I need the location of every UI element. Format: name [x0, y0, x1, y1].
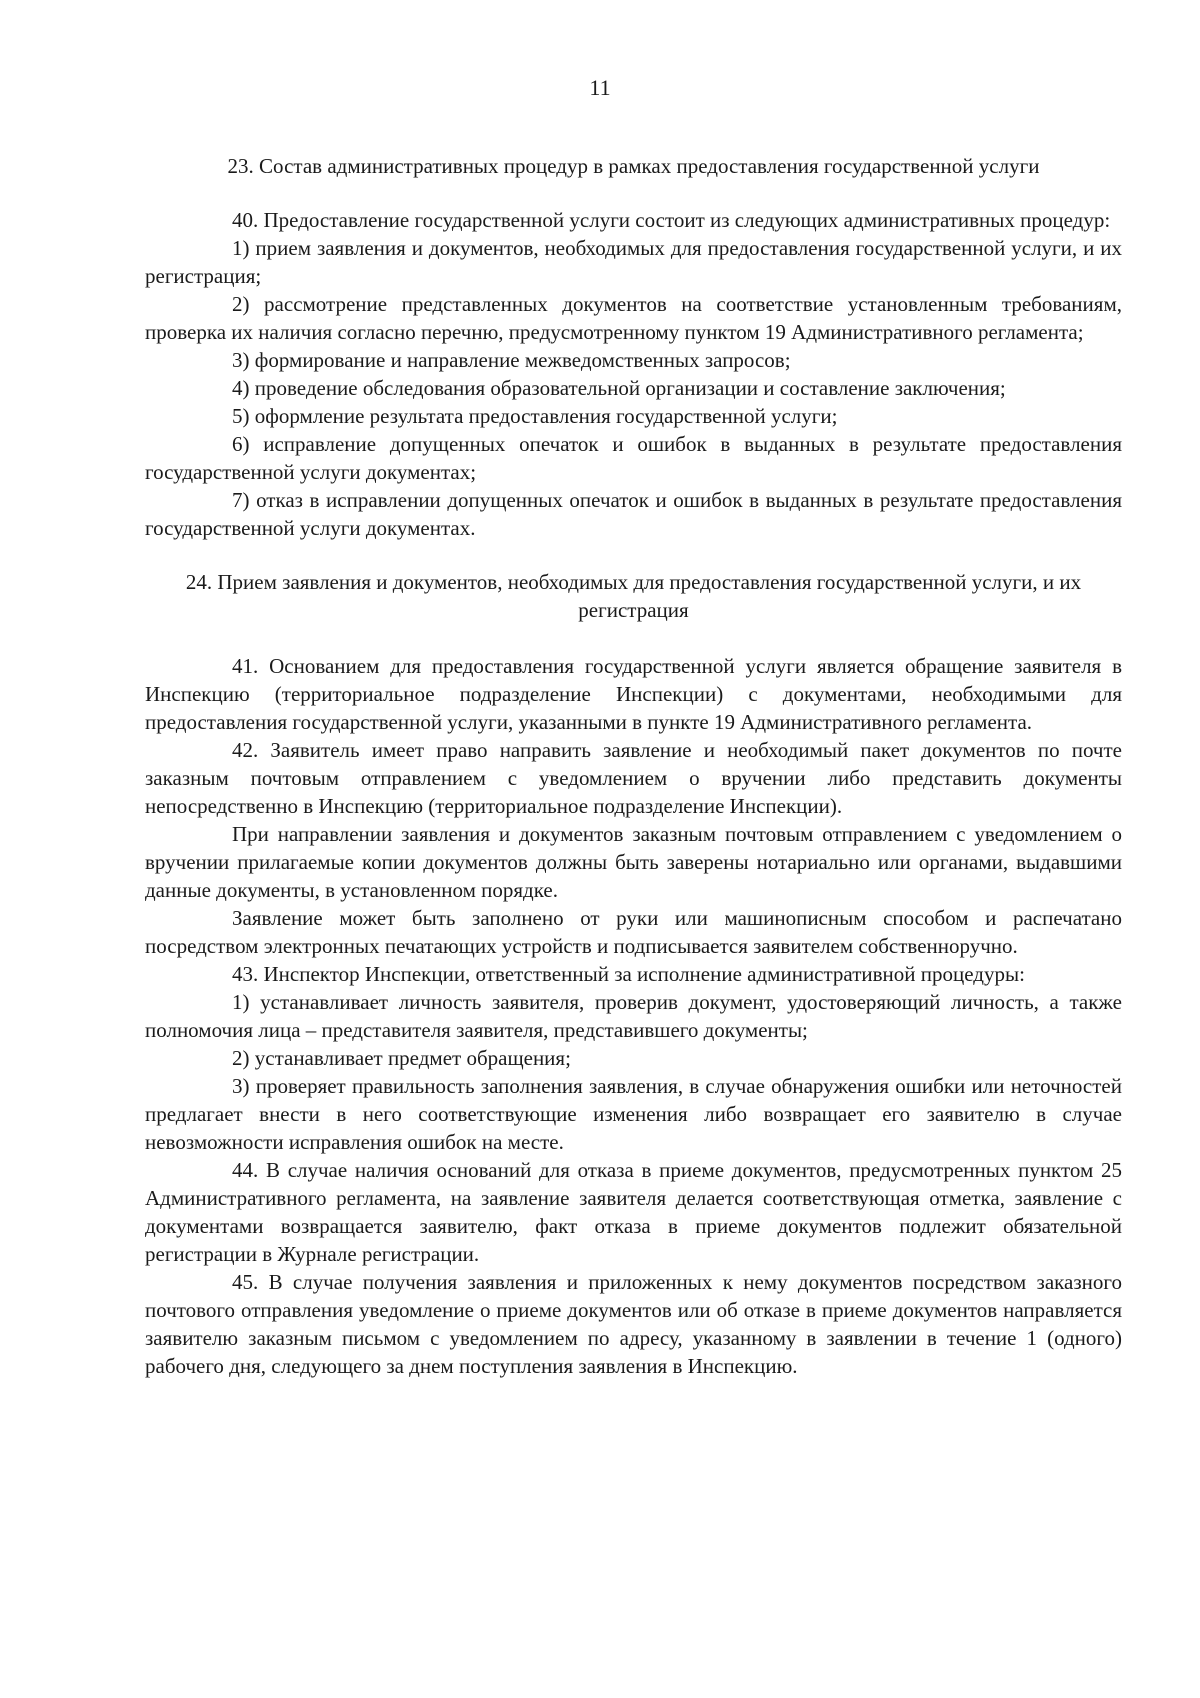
list-item: 3) формирование и направление межведомственных запросов;: [232, 348, 791, 372]
list-item: 2) рассмотрение представленных документов на соответствие установленным требованиям, проверка их наличия согласно перечню, предусмотренному пунктом 19 Административного регламента;: [145, 292, 1122, 344]
list-item: 1) прием заявления и документов, необходимых для предоставления государственной услуги, и их регистрация;: [145, 236, 1122, 288]
section-24-body: [145, 652, 1122, 1380]
list-item: 7) отказ в исправлении допущенных опечаток и ошибок в выданных в результате предоставления государственной услуги документах.: [145, 488, 1122, 540]
list-item: 2) устанавливает предмет обращения;: [232, 1046, 571, 1070]
paragraph: 40. Предоставление государственной услуги состоит из следующих административных процедур:: [232, 208, 1111, 232]
paragraph: 42. Заявитель имеет право направить заявление и необходимый пакет документов по почте заказным почтовым отправлением с уведомлением о вручении либо представить документы непосредственно в Инспекцию (территориальное подразделение Инспекции).: [145, 738, 1122, 818]
section-24-heading: 24. Прием заявления и документов, необходимых для предоставления государственной услуги, и их регистрация: [185, 570, 1082, 622]
paragraph: Заявление может быть заполнено от руки или машинописным способом и распечатано посредством электронных печатающих устройств и подписывается заявителем собственноручно.: [145, 906, 1122, 958]
paragraph: При направлении заявления и документов заказным почтовым отправлением с уведомлением о вручении прилагаемые копии документов должны быть заверены нотариально или органами, выдавшими данные документы, в установленном порядке.: [145, 822, 1122, 902]
list-item: 6) исправление допущенных опечаток и ошибок в выданных в результате предоставления государственной услуги документах;: [145, 432, 1122, 484]
paragraph: 41. Основанием для предоставления государственной услуги является обращение заявителя в Инспекцию (территориальное подразделение Инспекции) с документами, необходимыми для предоставления государственной услуги, указанными в пункте 19 Административного регламента.: [145, 654, 1122, 734]
paragraph: 44. В случае наличия оснований для отказа в приеме документов, предусмотренных пунктом 25 Административного регламента, на заявление заявителя делается соответствующая отметка, заявление с документами возвращается заявителю, факт отказа в приеме документов подлежит обязательной регистрации в Журнале регистрации.: [145, 1158, 1122, 1266]
paragraph: 43. Инспектор Инспекции, ответственный за исполнение административной процедуры:: [232, 962, 1025, 986]
paragraph: 45. В случае получения заявления и приложенных к нему документов посредством заказного почтового отправления уведомление о приеме документов или об отказе в приеме документов направляется заявителю заказным письмом с уведомлением по адресу, указанному в заявлении в течение 1 (одного) рабочего дня, следующего за днем поступления заявления в Инспекцию.: [145, 1270, 1122, 1378]
list-item: 1) устанавливает личность заявителя, проверив документ, удостоверяющий личность, а также полномочия лица – представителя заявителя, представившего документы;: [145, 990, 1122, 1042]
list-item: 5) оформление результата предоставления государственной услуги;: [232, 404, 838, 428]
page-number: 11: [589, 75, 611, 100]
list-item: 3) проверяет правильность заполнения заявления, в случае обнаружения ошибки или неточностей предлагает внести в него соответствующие изменения либо возвращает его заявителю в случае невозможности исправления ошибок на месте.: [145, 1074, 1122, 1154]
list-item: 4) проведение обследования образовательной организации и составление заключения;: [232, 376, 1006, 400]
section-23-heading: 23. Состав административных процедур в рамках предоставления государственной услуги: [227, 154, 1040, 178]
document-body: [145, 152, 1122, 1380]
section-23-body: [145, 206, 1122, 542]
